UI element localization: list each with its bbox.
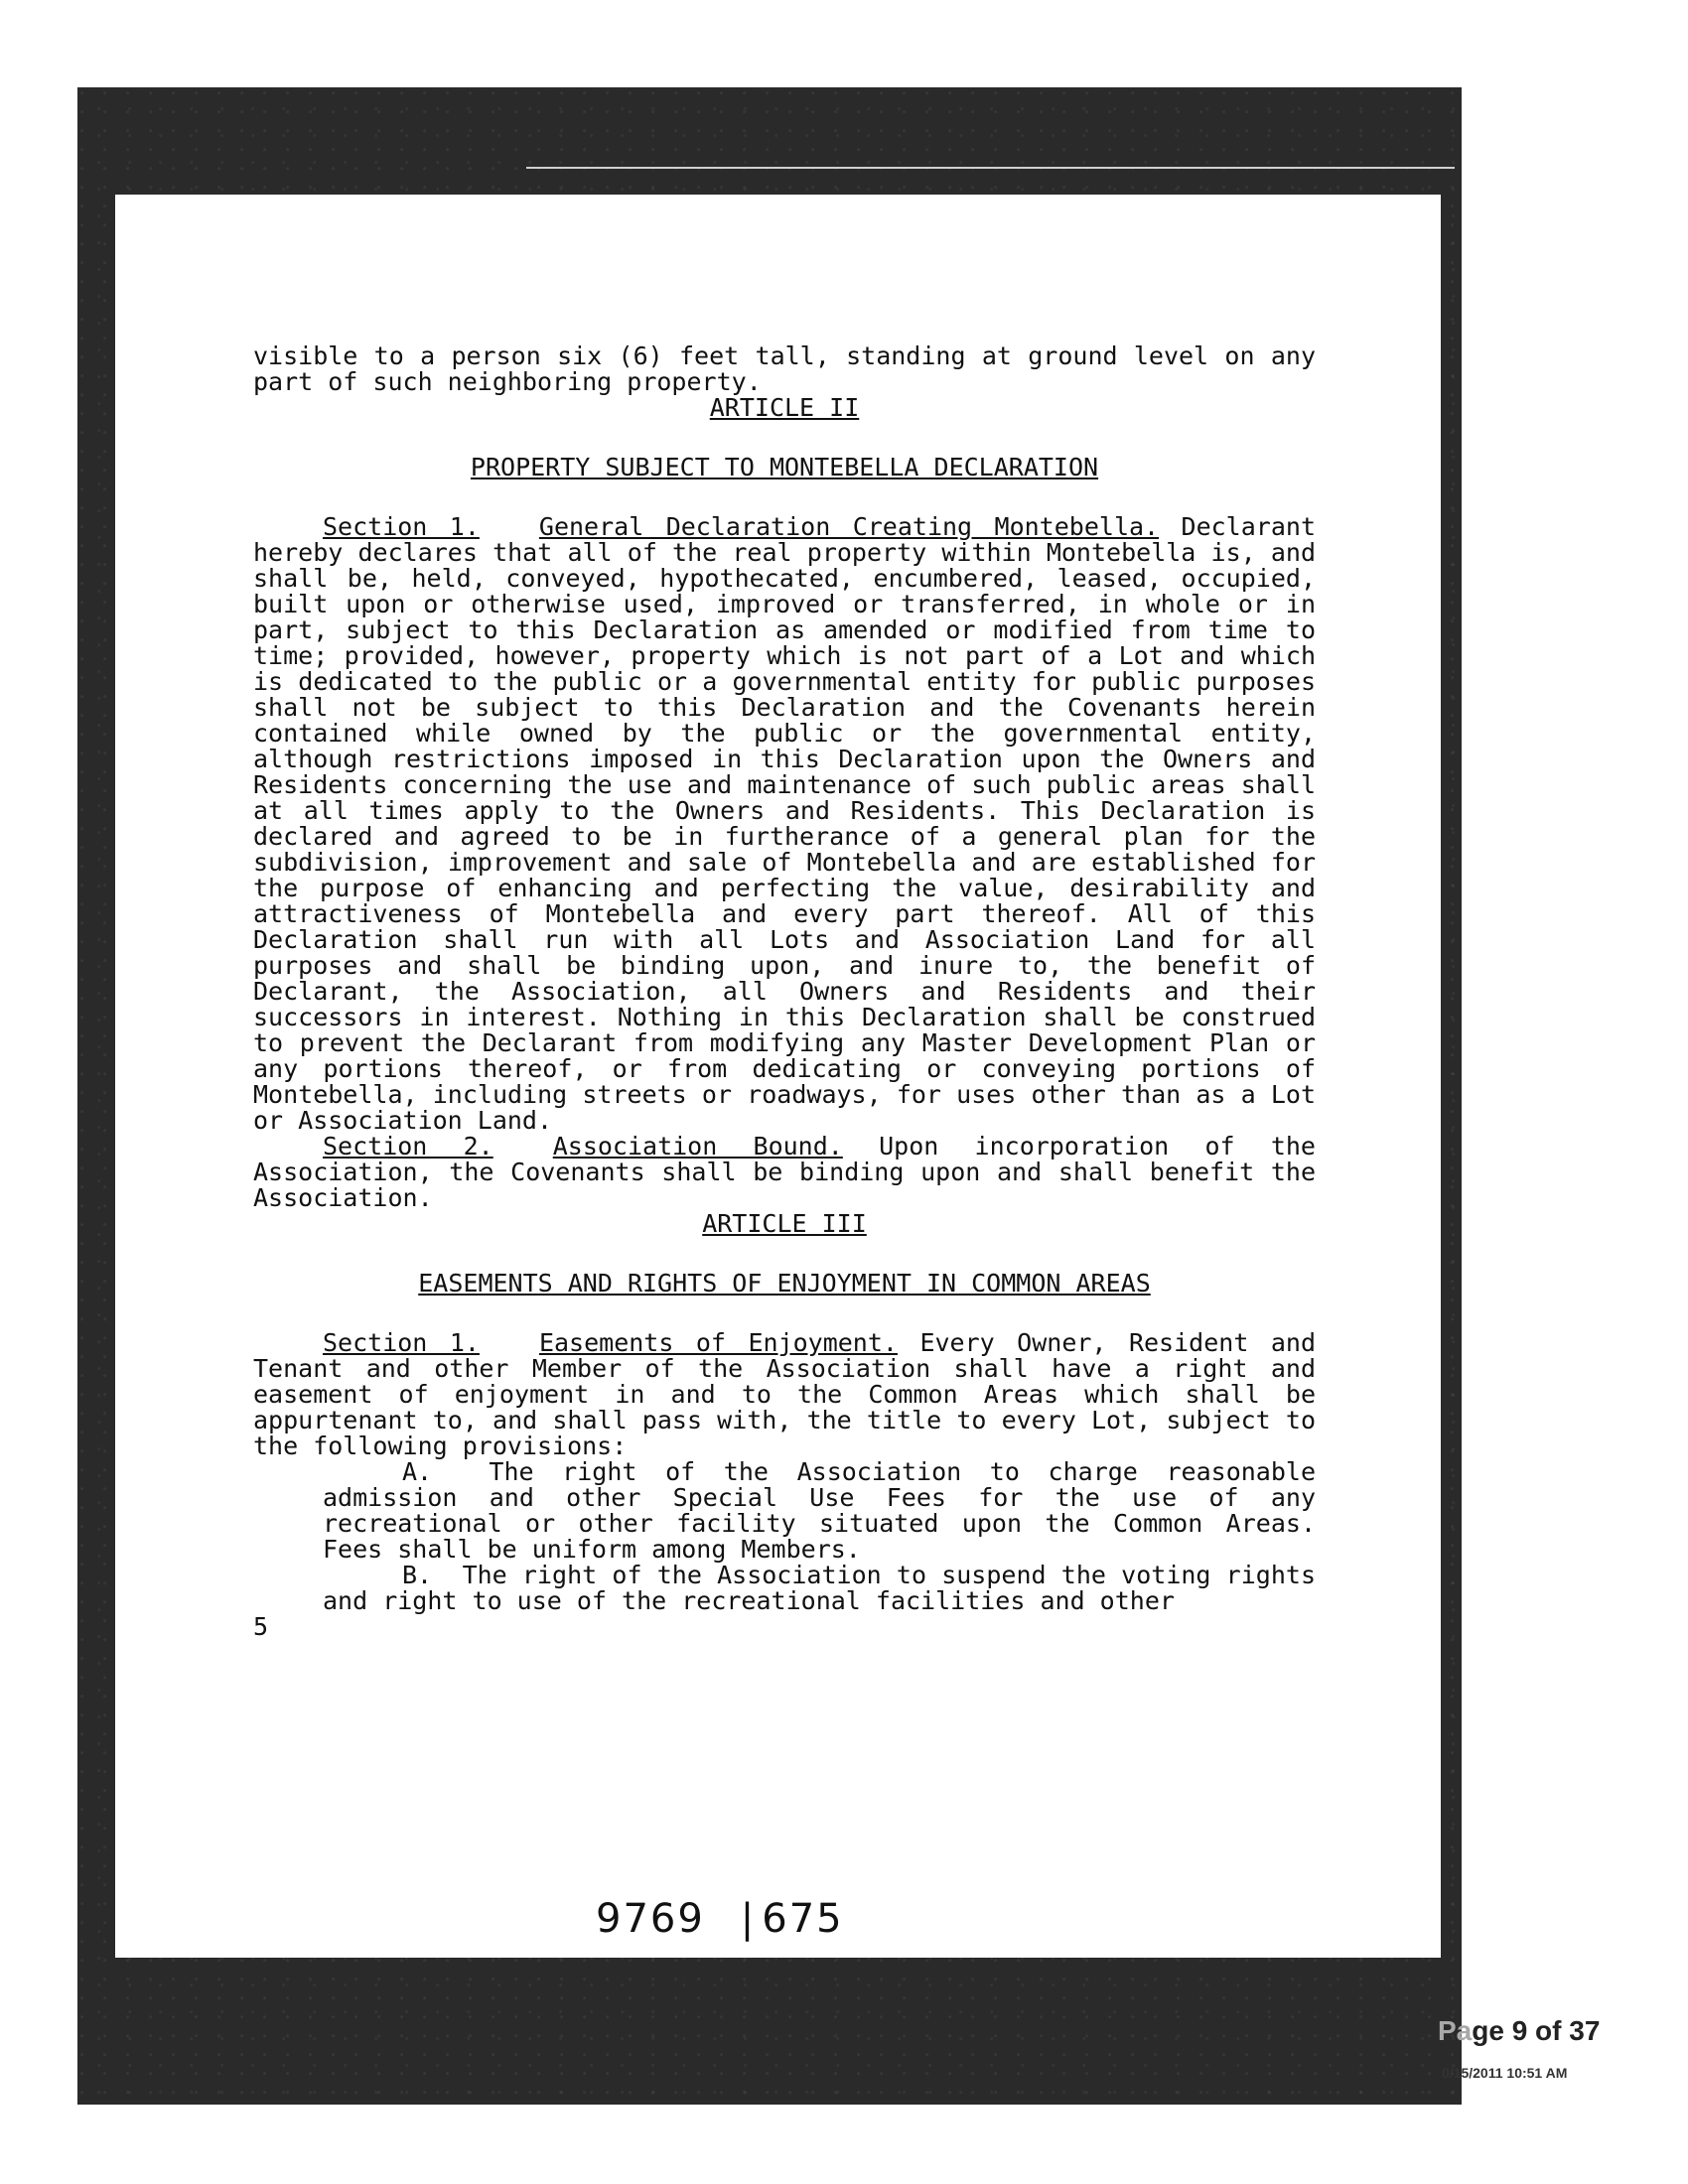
article-ii-heading: PROPERTY SUBJECT TO MONTEBELLA DECLARATION: [470, 453, 1099, 481]
timestamp-suffix: /15/2011 10:51 AM: [1449, 2065, 1568, 2081]
section-label: Section 1.: [323, 512, 480, 541]
section-text: Upon incorporation of the Association, the Covenants shall be binding upon and shall benefit the Association.: [253, 1132, 1316, 1212]
page-number: 5: [253, 1612, 269, 1641]
article-iii-title: ARTICLE III: [702, 1209, 867, 1238]
recording-book: 9769: [596, 1896, 705, 1942]
article-iii-heading: EASEMENTS AND RIGHTS OF ENJOYMENT IN COMMON AREAS: [418, 1269, 1151, 1297]
provision-label: A.: [402, 1457, 433, 1486]
article-iii-section-1: [253, 1330, 1316, 1459]
provision-a: [323, 1459, 1316, 1563]
provision-text: The right of the Association to suspend the voting rights and right to use of the recreational facilities and other: [323, 1561, 1316, 1615]
provision-text: The right of the Association to charge reasonable admission and other Special Use Fees for the use of any recreational or other facility situated upon the Common Areas. Fees shall be uniform among Members.: [323, 1457, 1316, 1564]
intro-paragraph: visible to a person six (6) feet tall, standing at ground level on any part of such neighboring property.: [253, 341, 1316, 396]
section-text: Declarant hereby declares that all of the real property within Montebella is, and shall be, held, conveyed, hypothecated, encumbered, leased, occupied, built upon or otherwise used, improved or transferred, in whole or in part, subject to this Declaration as amended or modified from time to time; provided, however, property which is not part of a Lot and which is dedicated to the public or a governmental entity for public purposes shall not be subject to this Declaration and the Covenants herein contained while owned by the public or the governmental entity, although restrictions imposed in this Declaration upon the Owners and Residents concerning the use and maintenance of such public areas shall at all times apply to the Owners and Residents. This Declaration is declared and agreed to be in furtherance of a general plan for the subdivision, improvement and sale of Montebella and are established for the purpose of enhancing and perfecting the value, desirability and attractiveness of Montebella and every part thereof. All of this Declaration shall run with all Lots and Association Land for all purposes and shall be binding upon, and inure to, the benefit of Declarant, the Association, all Owners and Residents and their successors in interest. Nothing in this Declaration shall be construed to prevent the Declarant from modifying any Master Development Plan or any portions thereof, or from dedicating or conveying portions of Montebella, including streets or roadways, for uses other than as a Lot or Association Land.: [253, 512, 1316, 1135]
article-ii-section-1: [253, 514, 1316, 1134]
section-title: Easements of Enjoyment.: [538, 1328, 898, 1357]
document-body: [253, 343, 1316, 1640]
provision-b: [323, 1563, 1316, 1614]
timestamp-prefix: 0: [1442, 2065, 1450, 2081]
page-indicator-prefix: Pa: [1438, 2015, 1473, 2046]
page-indicator-suffix: ge 9 of 37: [1472, 2015, 1601, 2046]
recording-page: 675: [762, 1896, 844, 1942]
section-title: Association Bound.: [552, 1132, 843, 1160]
page-indicator: [1438, 2015, 1600, 2047]
article-ii-title: ARTICLE II: [709, 393, 860, 422]
section-text: Every Owner, Resident and Tenant and other Member of the Association shall have a right and easement of enjoyment in and to the Common Areas which shall be appurtenant to, and shall pass with, the title to every Lot, subject to the following provisions:: [253, 1328, 1316, 1460]
provision-label: B.: [402, 1561, 433, 1589]
section-label: Section 1.: [323, 1328, 480, 1357]
section-title: General Declaration Creating Montebella.: [538, 512, 1160, 541]
section-label: Section 2.: [323, 1132, 493, 1160]
article-ii-section-2: [253, 1134, 1316, 1211]
recording-stamp: 9769 | 675: [596, 1896, 844, 1942]
viewer-timestamp: [1442, 2065, 1567, 2081]
scan-edge-line: [526, 167, 1455, 169]
